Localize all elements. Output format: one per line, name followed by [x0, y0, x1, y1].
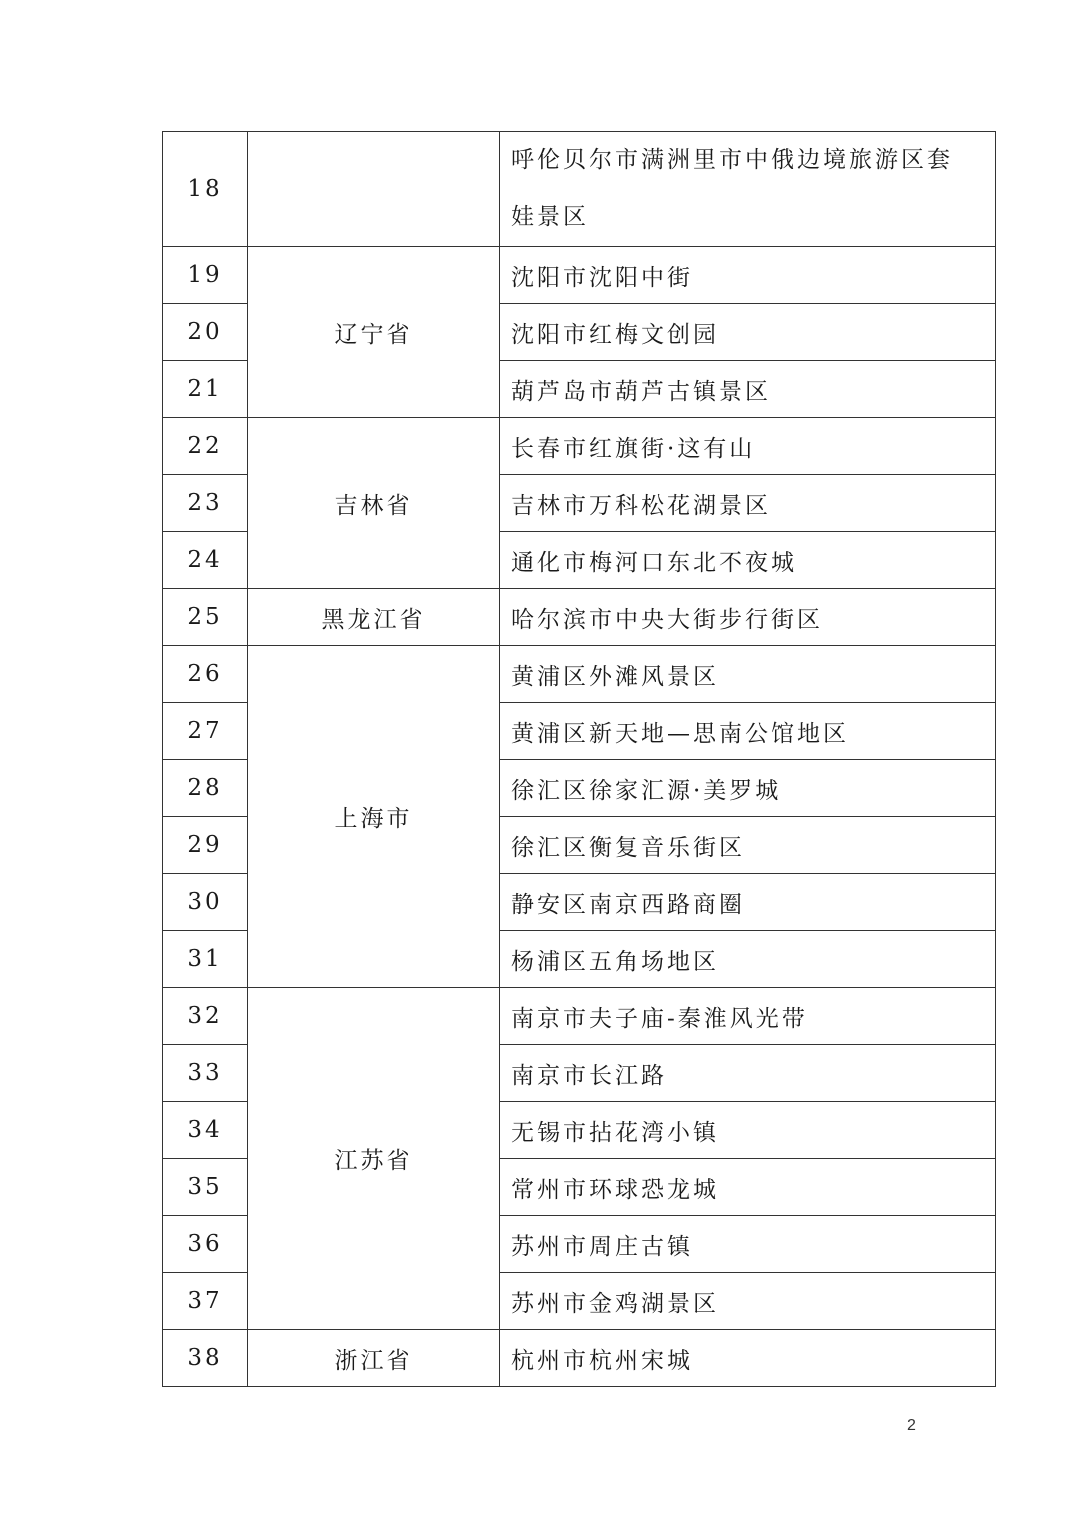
venue-name: 南京市夫子庙-秦淮风光带 [500, 988, 996, 1045]
venue-name: 静安区南京西路商圈 [500, 874, 996, 931]
venue-name: 通化市梅河口东北不夜城 [500, 532, 996, 589]
row-number: 20 [163, 304, 248, 361]
venue-name: 苏州市金鸡湖景区 [500, 1273, 996, 1330]
row-number: 31 [163, 931, 248, 988]
province-cell: 黑龙江省 [248, 589, 500, 646]
row-number: 36 [163, 1216, 248, 1273]
row-number: 33 [163, 1045, 248, 1102]
row-number: 32 [163, 988, 248, 1045]
venue-name: 沈阳市红梅文创园 [500, 304, 996, 361]
venue-name: 杭州市杭州宋城 [500, 1330, 996, 1387]
row-number: 28 [163, 760, 248, 817]
row-number: 34 [163, 1102, 248, 1159]
row-number: 37 [163, 1273, 248, 1330]
venue-name: 南京市长江路 [500, 1045, 996, 1102]
venue-name: 常州市环球恐龙城 [500, 1159, 996, 1216]
province-cell: 上海市 [248, 646, 500, 988]
row-number: 18 [163, 132, 248, 247]
row-number: 30 [163, 874, 248, 931]
row-number: 27 [163, 703, 248, 760]
row-number: 19 [163, 247, 248, 304]
venue-name: 呼伦贝尔市满洲里市中俄边境旅游区套娃景区 [500, 132, 996, 247]
row-number: 38 [163, 1330, 248, 1387]
row-number: 25 [163, 589, 248, 646]
venue-name: 黄浦区外滩风景区 [500, 646, 996, 703]
row-number: 26 [163, 646, 248, 703]
venue-name: 徐汇区衡复音乐街区 [500, 817, 996, 874]
table-row [163, 646, 996, 703]
row-number: 23 [163, 475, 248, 532]
venue-list-table [162, 131, 996, 1387]
venue-name: 杨浦区五角场地区 [500, 931, 996, 988]
venue-name: 黄浦区新天地—思南公馆地区 [500, 703, 996, 760]
province-cell: 辽宁省 [248, 247, 500, 418]
row-number: 24 [163, 532, 248, 589]
venue-name: 无锡市拈花湾小镇 [500, 1102, 996, 1159]
venue-name: 葫芦岛市葫芦古镇景区 [500, 361, 996, 418]
province-cell: 江苏省 [248, 988, 500, 1330]
table-row [163, 132, 996, 247]
venue-name: 长春市红旗街·这有山 [500, 418, 996, 475]
row-number: 22 [163, 418, 248, 475]
page-number: 2 [907, 1417, 916, 1434]
row-number: 21 [163, 361, 248, 418]
province-cell [248, 132, 500, 247]
table-row [163, 589, 996, 646]
province-cell: 浙江省 [248, 1330, 500, 1387]
venue-name: 哈尔滨市中央大街步行街区 [500, 589, 996, 646]
table-row [163, 418, 996, 475]
venue-name: 吉林市万科松花湖景区 [500, 475, 996, 532]
venue-name: 徐汇区徐家汇源·美罗城 [500, 760, 996, 817]
row-number: 29 [163, 817, 248, 874]
table-row [163, 988, 996, 1045]
table-row [163, 1330, 996, 1387]
venue-name: 沈阳市沈阳中街 [500, 247, 996, 304]
venue-name: 苏州市周庄古镇 [500, 1216, 996, 1273]
province-cell: 吉林省 [248, 418, 500, 589]
table-row [163, 247, 996, 304]
row-number: 35 [163, 1159, 248, 1216]
